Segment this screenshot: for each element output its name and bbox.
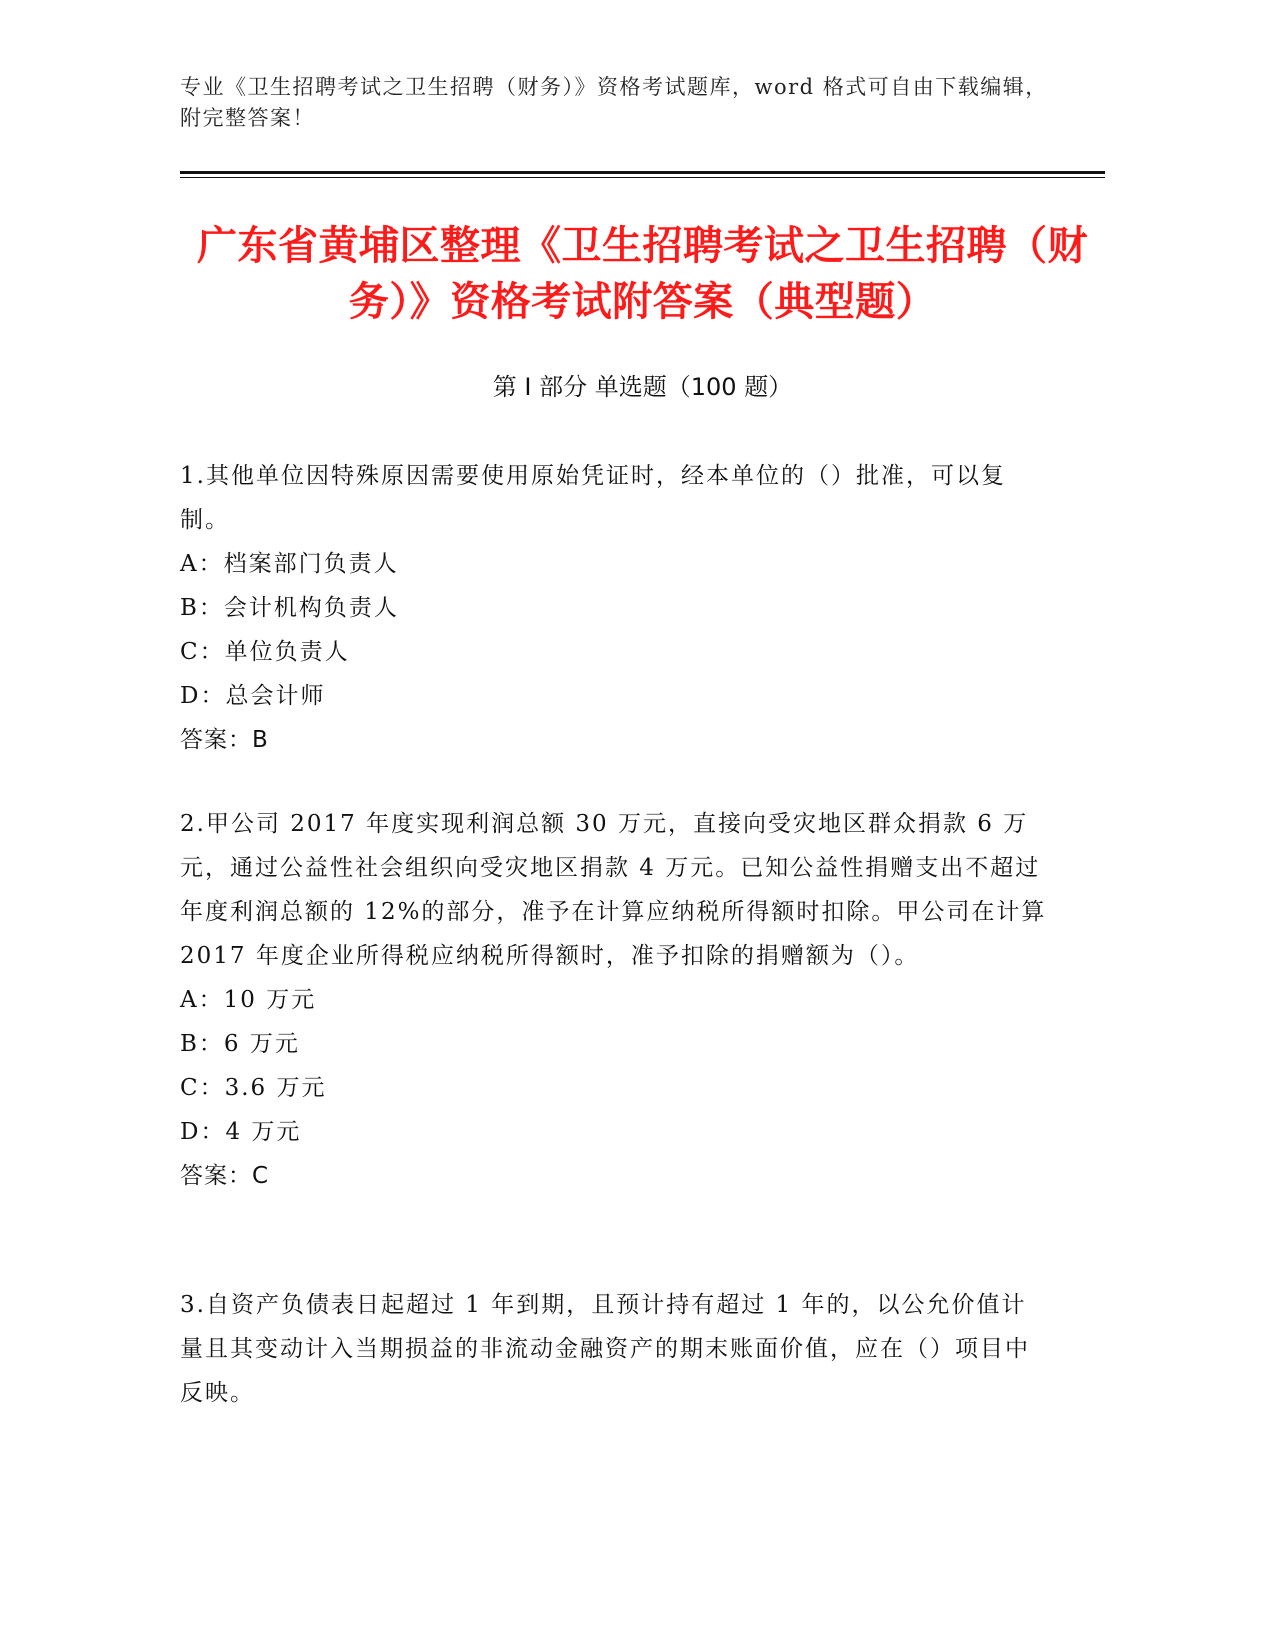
header-rule-thick bbox=[180, 171, 1105, 174]
option-a: A：档案部门负责人 bbox=[180, 551, 399, 577]
document-title: 广东省黄埔区整理《卫生招聘考试之卫生招聘（财务）》资格考试附答案（典型题） bbox=[197, 223, 1088, 325]
header-rule-thin bbox=[180, 177, 1105, 178]
option-b: B：会计机构负责人 bbox=[180, 595, 399, 621]
option-c: C：3.6 万元 bbox=[180, 1075, 327, 1101]
question-3 bbox=[180, 1283, 1050, 1415]
option-d: D：4 万元 bbox=[180, 1119, 302, 1145]
option-b: B：6 万元 bbox=[180, 1031, 300, 1057]
question-stem: 2.甲公司 2017 年度实现利润总额 30 万元，直接向受灾地区群众捐款 6 万元，通过公益性社会组织向受灾地区捐款 4 万元。已知公益性捐赠支出不超过年度利润总额的 12%的部分，准予在计算应纳税所得额时扣除。甲公司在计算 2017 年度企业所得税应纳税所得额时，准予扣除的捐赠额为（）。 bbox=[180, 811, 1047, 969]
question-stem: 3.自资产负债表日起超过 1 年到期，且预计持有超过 1 年的，以公允价值计量且其变动计入当期损益的非流动金融资产的期末账面价值，应在（）项目中反映。 bbox=[180, 1292, 1030, 1406]
option-a: A：10 万元 bbox=[180, 987, 317, 1013]
question-1 bbox=[180, 454, 1050, 762]
header-note: 专业《卫生招聘考试之卫生招聘（财务）》资格考试题库，word 格式可自由下载编辑，附完整答案！ bbox=[180, 75, 1048, 130]
section-heading: 第 I 部分 单选题（100 题） bbox=[492, 373, 793, 401]
answer-line: 答案：C bbox=[180, 1163, 270, 1189]
question-stem: 1.其他单位因特殊原因需要使用原始凭证时，经本单位的（）批准，可以复制。 bbox=[180, 463, 1006, 533]
option-c: C：单位负责人 bbox=[180, 639, 350, 665]
answer-line: 答案：B bbox=[180, 727, 269, 753]
option-d: D：总会计师 bbox=[180, 683, 326, 709]
question-2 bbox=[180, 802, 1050, 1198]
